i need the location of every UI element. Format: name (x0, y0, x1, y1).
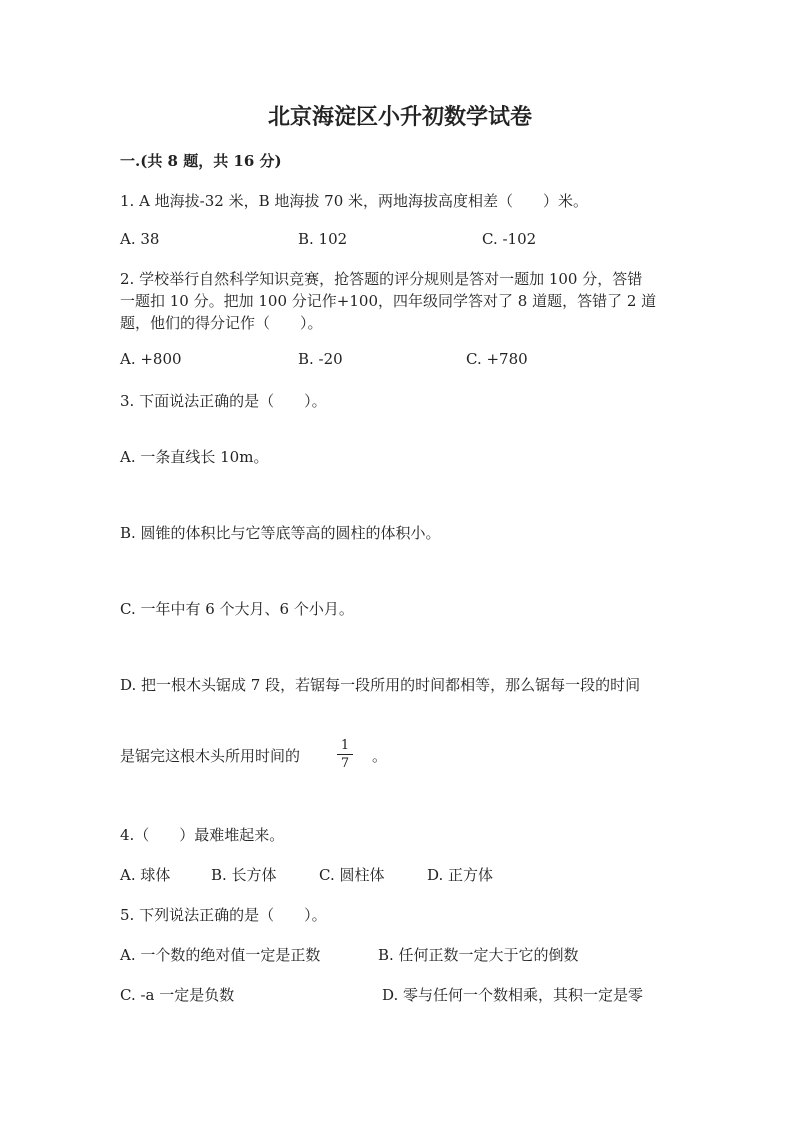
question-4: 4.（ ）最难堆起来。 (120, 826, 285, 844)
question-5: 5. 下列说法正确的是（ ）。 (120, 906, 327, 924)
section-heading: 一.(共 8 题，共 16 分) (120, 152, 282, 170)
fraction-denominator: 7 (340, 756, 350, 771)
q4-option-c: C. 圆柱体 (319, 866, 385, 884)
q4-option-a: A. 球体 (120, 866, 171, 884)
q1-option-a: A. 38 (120, 230, 160, 248)
fraction-numerator: 1 (340, 738, 350, 753)
q5-option-b: B. 任何正数一定大于它的倒数 (378, 946, 579, 964)
q1-option-b: B. 102 (298, 230, 348, 248)
question-3: 3. 下面说法正确的是（ ）。 (120, 392, 327, 410)
q3-option-b: B. 圆锥的体积比与它等底等高的圆柱的体积小。 (120, 524, 441, 542)
q1-option-c: C. -102 (482, 230, 537, 248)
fraction-bar (337, 754, 353, 755)
question-1: 1. A 地海拔-32 米，B 地海拔 70 米，两地海拔高度相差（ ）米。 (120, 192, 589, 210)
q5-option-a: A. 一个数的绝对值一定是正数 (120, 946, 321, 964)
page-title: 北京海淀区小升初数学试卷 (267, 104, 532, 130)
q3-option-d-end: 。 (372, 747, 388, 765)
q2-option-c: C. +780 (466, 350, 528, 368)
question-2-line-1: 2. 学校举行自然科学知识竞赛，抢答题的评分规则是答对一题加 100 分，答错 (120, 270, 643, 288)
question-2-line-3: 题，他们的得分记作（ ）。 (120, 314, 323, 332)
q4-option-d: D. 正方体 (427, 866, 494, 884)
q3-option-d-continuation: 是锯完这根木头所用时间的 (120, 747, 301, 765)
q5-option-d: D. 零与任何一个数相乘，其积一定是零 (382, 986, 644, 1004)
q4-option-b: B. 长方体 (211, 866, 277, 884)
q3-option-d: D. 把一根木头锯成 7 段，若锯每一段所用的时间都相等，那么锯每一段的时间 (120, 676, 641, 694)
fraction-one-seventh (337, 738, 353, 771)
question-2-line-2: 一题扣 10 分。把加 100 分记作+100，四年级同学答对了 8 道题，答错了 2 道 (120, 292, 657, 310)
q2-option-a: A. +800 (120, 350, 182, 368)
q3-option-c: C. 一年中有 6 个大月、6 个小月。 (120, 600, 354, 618)
q2-option-b: B. -20 (298, 350, 343, 368)
q3-option-a: A. 一条直线长 10m。 (120, 448, 269, 466)
q5-option-c: C. -a 一定是负数 (120, 986, 235, 1004)
